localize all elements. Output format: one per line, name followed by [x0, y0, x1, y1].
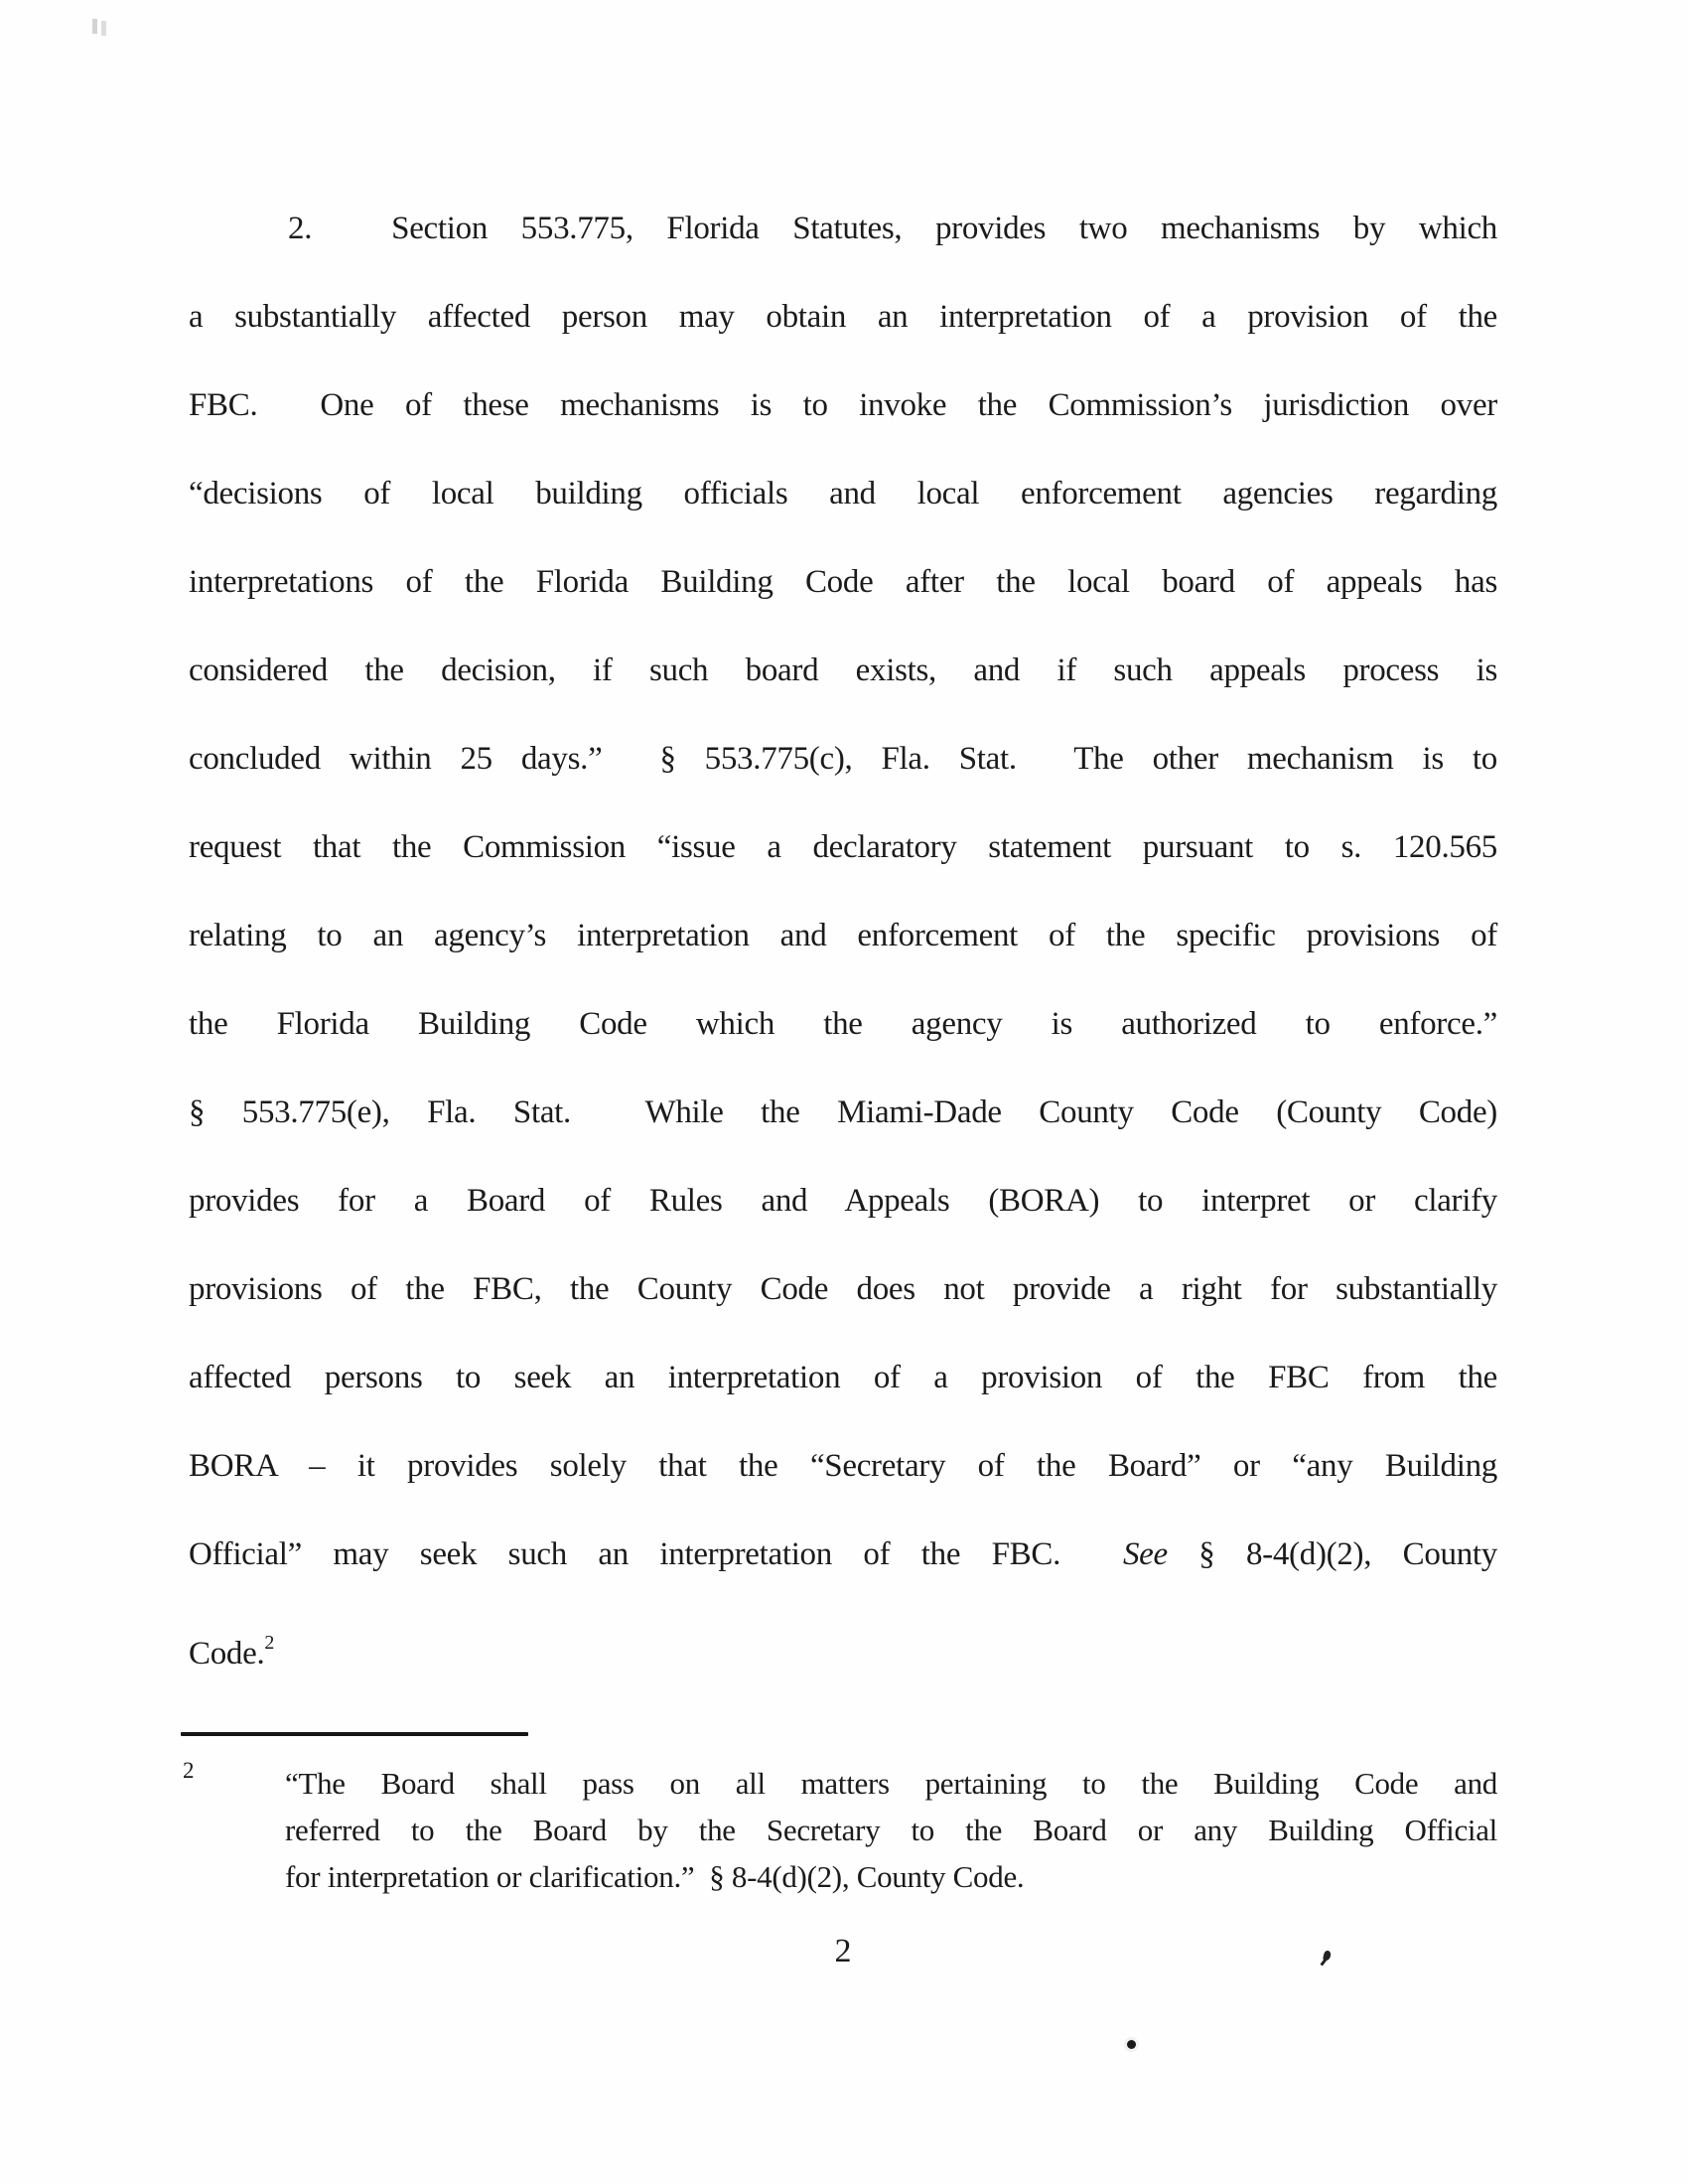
body-line: Official” may seek such an interpretation of the FBC. See § 8-4(d)(2), County [189, 1536, 1497, 1572]
body-line: the Florida Building Code which the agency is authorized to enforce.” [189, 1006, 1497, 1042]
footnote-2 [183, 1758, 1497, 1900]
body-line: request that the Commission “issue a declaratory statement pursuant to s. 120.565 [189, 829, 1497, 865]
page-number: 2 [834, 1933, 852, 1969]
footnote-text [285, 1760, 1497, 1900]
paragraph-number: 2. [288, 211, 313, 246]
footnote-line: referred to the Board by the Secretary to the Board or any Building Official [285, 1813, 1497, 1847]
body-line: relating to an agency’s interpretation and enforcement of the specific provisions of [189, 918, 1497, 953]
body-line: “decisions of local building officials and local enforcement agencies regarding [189, 476, 1497, 511]
footnote-marker: 2 [183, 1758, 195, 1783]
body-line: FBC. One of these mechanisms is to invoke the Commission’s jurisdiction over [189, 387, 1497, 423]
footnote-separator-line [181, 1732, 528, 1736]
body-line: concluded within 25 days.” § 553.775(c), Fla. Stat. The other mechanism is to [189, 741, 1497, 777]
footnote-line: for interpretation or clarification.” § 8-4(d)(2), County Code. [285, 1859, 1025, 1894]
paragraph-2-body [189, 185, 1497, 1687]
scan-speck-dot [1127, 2040, 1136, 2049]
body-line: § 553.775(e), Fla. Stat. While the Miami-Dade County Code (County Code) [189, 1094, 1497, 1130]
footnote-line: “The Board shall pass on all matters pertaining to the Building Code and [285, 1766, 1497, 1801]
body-line: BORA – it provides solely that the “Secretary of the Board” or “any Building [189, 1448, 1497, 1484]
body-line: a substantially affected person may obtain an interpretation of a provision of the [189, 299, 1497, 335]
body-line: provides for a Board of Rules and Appeals (BORA) to interpret or clarify [189, 1183, 1497, 1219]
body-line: 2. Section 553.775, Florida Statutes, provides two mechanisms by which [288, 211, 1497, 246]
body-line: provisions of the FBC, the County Code does not provide a right for substantially [189, 1271, 1497, 1307]
body-line: interpretations of the Florida Building Code after the local board of appeals has [189, 564, 1497, 600]
scan-artifact-mark [92, 19, 97, 34]
body-line: considered the decision, if such board exists, and if such appeals process is [189, 653, 1497, 688]
body-line: Code.$^2$ [189, 1632, 275, 1672]
body-line: affected persons to seek an interpretation of a provision of the FBC from the [189, 1360, 1497, 1395]
